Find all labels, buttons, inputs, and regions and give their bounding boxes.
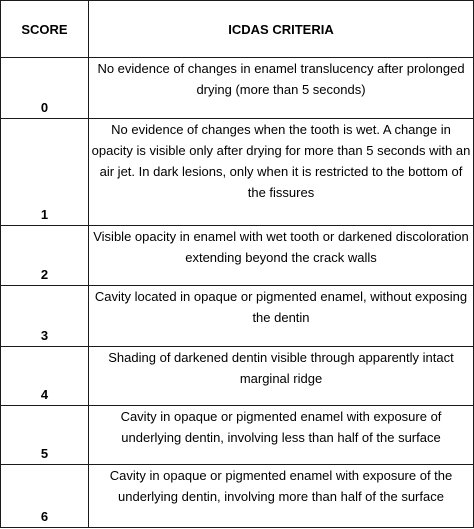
score-cell: 0 bbox=[1, 58, 89, 119]
table-row bbox=[1, 226, 474, 286]
criteria-cell: Cavity located in opaque or pigmented enamel, without exposing the dentin bbox=[89, 286, 474, 347]
score-cell: 2 bbox=[1, 226, 89, 286]
criteria-column-header: ICDAS CRITERIA bbox=[89, 1, 474, 58]
criteria-cell: Cavity in opaque or pigmented enamel with exposure of the underlying dentin, involving more than half of the surface bbox=[89, 465, 474, 528]
table-row bbox=[1, 286, 474, 347]
table-header-row bbox=[1, 1, 474, 58]
table-row bbox=[1, 119, 474, 226]
score-column-header: SCORE bbox=[1, 1, 89, 58]
criteria-cell: Shading of darkened dentin visible through apparently intact marginal ridge bbox=[89, 347, 474, 406]
score-cell: 3 bbox=[1, 286, 89, 347]
criteria-cell: No evidence of changes when the tooth is wet. A change in opacity is visible only after drying for more than 5 seconds with an air jet. In dark lesions, only when it is restricted to the bottom of the fissures bbox=[89, 119, 474, 226]
criteria-cell: Cavity in opaque or pigmented enamel with exposure of underlying dentin, involving less than half of the surface bbox=[89, 406, 474, 465]
score-cell: 1 bbox=[1, 119, 89, 226]
table-row bbox=[1, 406, 474, 465]
score-cell: 4 bbox=[1, 347, 89, 406]
score-cell: 6 bbox=[1, 465, 89, 528]
score-cell: 5 bbox=[1, 406, 89, 465]
criteria-cell: No evidence of changes in enamel translucency after prolonged drying (more than 5 seconds) bbox=[89, 58, 474, 119]
table-row bbox=[1, 58, 474, 119]
table-row bbox=[1, 465, 474, 528]
table-row bbox=[1, 347, 474, 406]
criteria-cell: Visible opacity in enamel with wet tooth or darkened discoloration extending beyond the crack walls bbox=[89, 226, 474, 286]
